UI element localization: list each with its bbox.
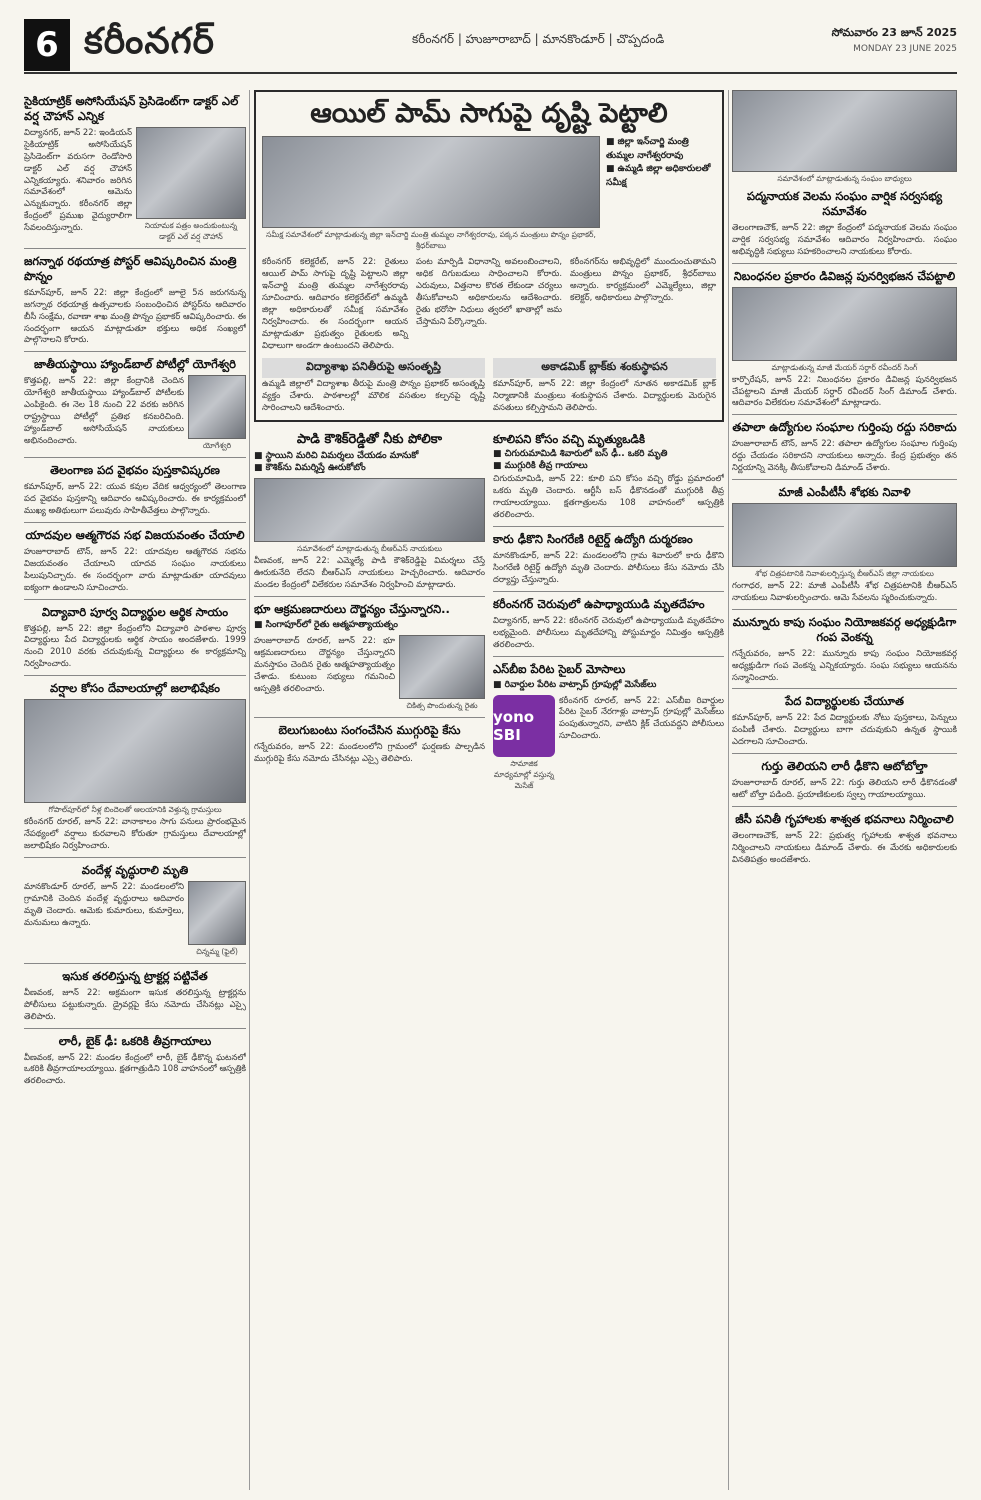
- headline: జగన్నాథ రథయాత్ర పోస్టర్ ఆవిష్కరించిన మంత్రి పొన్నం: [24, 253, 237, 283]
- date-english: MONDAY 23 JUNE 2025: [853, 44, 957, 54]
- article-body: కరీంనగర్ కలెక్టరేట్, జూన్ 22: రైతులు ఆయిల్ పామ్ సాగుపై దృష్టి పెట్టాలని జిల్లా ఇన్‌చార్జి మంత్రి తుమ్మల నాగేశ్వరరావు సూచించారు. ఆదివారం కలెక్టరేట్‌లో ఉమ్మడి జిల్లా అధికారులతో సమీక్ష సమావేశం నిర్వహించారు. ఈ సందర్భంగా ఆయన మాట్లాడుతూ ప్రభుత్వం రైతులకు అన్ని విధాలుగా అండగా ఉంటుందని తెలిపారు.: [262, 256, 408, 350]
- photo-caption: సామాజిక మాధ్యమాల్లో వస్తున్న మెసేజ్: [493, 758, 555, 790]
- photo: [732, 287, 957, 361]
- column-divider: [249, 90, 250, 1490]
- lead-bullet: ■ జిల్లా ఇన్‌చార్జి మంత్రి తుమ్మల నాగేశ్వరరావు: [606, 137, 689, 161]
- article-body: గన్నేరువరం, జూన్ 22: మండలంలోని గ్రామంలో ఘర్షణకు పాల్పడిన ముగ్గురిపై కేసు నమోదు చేసినట్లు ఎస్సై తెలిపారు.: [254, 741, 485, 763]
- article-body: విద్యానగర్, జూన్ 22: ఇండియన్ సైకియాట్రిక్ అసోసియేషన్ ప్రెసిడెంట్‌గా వరుసగా రెండోసారి డాక్టర్ ఎల్ వర్ష చౌహాన్ ఎన్నికయ్యారు. శనివారం జరిగిన సమావేశంలో ఆమెను ఎన్నుకున్నారు. కరీంనగర్ జిల్లా కేంద్రంలో ప్రముఖ వైద్యురాలిగా సేవలందిస్తున్నారు.: [24, 126, 132, 233]
- kicker: ■ స్థాయిని మరిచి విమర్శలు చేయడం మానుకో: [254, 451, 419, 462]
- kicker: ■ సింగాపూర్‌లో రైతు ఆత్మహత్యాయత్నం: [254, 620, 398, 631]
- brand-title: కరీంనగర్: [84, 19, 216, 62]
- headline: ఎస్‌బీఐ పేరిట సైబర్ మోసాలు: [493, 661, 626, 676]
- article-body: కమాన్‌పూర్, జూన్ 22: జిల్లా కేంద్రంలో నూతన అకాడమిక్ బ్లాక్ నిర్మాణానికి మంత్రులు శంకుస్థాపన చేశారు. విద్యార్థులకు మెరుగైన వసతులు కల్పిస్తామని తెలిపారు.: [493, 377, 716, 412]
- headline: కారు ఢీకొని సింగరేణి రిటైర్డ్ ఉద్యోగి దుర్మరణం: [493, 532, 693, 547]
- photo: [188, 881, 246, 945]
- right-column: [732, 90, 957, 1490]
- photo: [24, 699, 246, 803]
- article-body: గంగాధర, జూన్ 22: మాజీ ఎంపీటీసీ శోభ చిత్రపటానికి బీఆర్ఎస్ నాయకులు నివాళులర్పించారు. ఆమె సేవలను స్మరించుకున్నారు.: [732, 579, 957, 602]
- headline: జీసీ పనితీ గృహాలకు శాశ్వత భవనాలు నిర్మించాలి: [735, 811, 954, 826]
- kicker: ■ కౌశిక్‌ను విమర్శిస్తే ఊరుకోబోం: [254, 463, 366, 474]
- masthead: [24, 18, 957, 74]
- photo: [254, 478, 485, 542]
- photo: [136, 127, 246, 219]
- edition-list: కరీంనగర్ | హుజూరాబాద్ | మానకొండూర్ | చొప్పదండి: [412, 32, 665, 46]
- headline: కూలిపని కోసం వచ్చి మృత్యుఒడికి: [493, 431, 646, 446]
- photo: [399, 635, 485, 699]
- article-body: కొత్తపల్లి, జూన్ 22: జిల్లా కేంద్రంలోని విద్యావారి పాఠశాల పూర్వ విద్యార్థులు పేద విద్యార్థులకు ఆర్థిక సాయం అందజేశారు. 1999 నుంచి 2010 వరకు చదువుకున్న విద్యార్థులు ఈ కార్యక్రమాన్ని నిర్వహించారు.: [24, 622, 246, 669]
- headline: బెలుగుబంటు సంగంచేసిన ముగ్గురిపై కేసు: [278, 723, 461, 738]
- article-body: కమాన్‌పూర్, జూన్ 22: పేద విద్యార్థులకు నోటు పుస్తకాలు, పెన్నులు పంపిణీ చేశారు. విద్యార్థులు బాగా చదువుకుని ఉన్నత స్థాయికి ఎదగాలని సూచించారు.: [732, 712, 957, 747]
- article-body: కార్పొరేషన్, జూన్ 22: నిబంధనల ప్రకారం డివిజన్ల పునర్విభజన చేపట్టాలని మాజీ మేయర్ సర్దార్ రవీందర్ సింగ్ డిమాండ్ చేశారు. ఆదివారం విలేకరుల సమావేశంలో మాట్లాడారు.: [732, 373, 957, 408]
- photo: [188, 375, 246, 439]
- article-body: హుజూరాబాద్ టౌన్, జూన్ 22: యాదవుల ఆత్మగౌరవ సభను విజయవంతం చేయాలని యాదవ సంఘం నాయకులు పిలుపునిచ్చారు. ఈ సందర్భంగా వారు మాట్లాడుతూ యాదవులు ఐక్యంగా ఉండాలని సూచించారు.: [24, 545, 246, 592]
- headline: విద్యావారి పూర్వ విద్యార్థుల ఆర్థిక సాయం: [41, 604, 229, 619]
- lead-story: [254, 90, 724, 422]
- photo-caption: చికిత్స పొందుతున్న రైతు: [406, 701, 478, 711]
- headline: ఇసుక తరలిస్తున్న ట్రాక్టర్ల పట్టివేత: [62, 968, 208, 983]
- article-body: హుజూరాబాద్ రూరల్, జూన్ 22: భూ ఆక్రమణదారులు దౌర్జన్యం చేస్తున్నారని మనస్తాపం చెందిన రైతు ఆత్మహత్యాయత్నం చేశాడు. కుటుంబ సభ్యులు గమనించి ఆస్పత్రికి తరలించారు.: [254, 635, 395, 693]
- article-body: తెలంగాణచౌక్, జూన్ 22: ప్రభుత్వ గృహాలకు శాశ్వత భవనాలు నిర్మించాలని నాయకులు డిమాండ్ చేశారు. ఈ మేరకు అధికారులకు వినతిపత్రం అందజేశారు.: [732, 829, 957, 864]
- headline: మాజీ ఎంపీటీసీ శోభకు నివాళి: [778, 485, 911, 500]
- headline: తపాలా ఉద్యోగుల సంఘాల గుర్తింపు రద్దు సరికాదు: [732, 420, 957, 435]
- photo-caption: యోగేశ్వరి: [202, 441, 232, 451]
- article-body: గన్నేరువరం, జూన్ 22: మున్నూరు కాపు సంఘం నియోజకవర్గ అధ్యక్షుడిగా గంప వెంకన్న ఎన్నికయ్యారు. సంఘ సభ్యులు ఆయనను సన్మానించారు.: [732, 647, 957, 682]
- headline: మున్నూరు కాపు సంఘం నియోజకవర్గ అధ్యక్షుడిగా గంప వెంకన్న: [732, 614, 957, 644]
- headline: పేద విద్యార్థులకు చేయూత: [785, 694, 904, 709]
- article-body: చిగురుమామిడి, జూన్ 22: కూలి పని కోసం వచ్చి రోడ్డు ప్రమాదంలో ఒకరు మృతి చెందారు. ఆర్టీసీ బస్ ఢీకొనడంతో ముగ్గురికి తీవ్ర గాయాలయ్యాయి. క్షతగాత్రులను 108 వాహనంలో ఆస్పత్రికి తరలించారు.: [493, 473, 724, 520]
- article-body: హుజూరాబాద్ రూరల్, జూన్ 22: గుర్తు తెలియని లారీ ఢీకొనడంతో ఆటో బోల్తా పడింది. ప్రయాణికులకు స్వల్ప గాయాలయ్యాయి.: [732, 777, 957, 800]
- column-divider: [728, 90, 729, 1490]
- article-body: మానకొండూర్ రూరల్, జూన్ 22: మండలంలోని గ్రామానికి చెందిన వందేళ్ల వృద్ధురాలు ఆదివారం మృతి చెందారు. ఆమెకు కుమారులు, కుమార్తెలు, మనుమలు ఉన్నారు.: [24, 880, 184, 927]
- article-body: మానకొండూర్, జూన్ 22: మండలంలోని గ్రామ శివారులో కారు ఢీకొని సింగరేణి రిటైర్డ్ ఉద్యోగి మృతి చెందారు. పోలీసులు కేసు నమోదు చేసి దర్యాప్తు చేస్తున్నారు.: [493, 550, 724, 584]
- photo-caption: మాట్లాడుతున్న మాజీ మేయర్ సర్దార్ రవీందర్ సింగ్: [771, 362, 918, 372]
- headline: నిబంధనల ప్రకారం డివిజన్ల పునర్విభజన చేపట్టాలి: [733, 268, 956, 283]
- article-body: కరీంనగర్ రూరల్, జూన్ 22: ఎస్‌బీఐ రివార్డుల పేరిట సైబర్ నేరగాళ్లు వాట్సాప్ గ్రూపుల్లో మెసేజ్‌లు పంపుతున్నారని, వాటిని క్లిక్ చేయవద్దని పోలీసులు సూచించారు.: [559, 694, 724, 741]
- headline: యాదవుల ఆత్మగౌరవ సభ విజయవంతం చేయాలి: [25, 528, 245, 542]
- left-column: [24, 90, 246, 1490]
- lead-photo: [262, 136, 600, 228]
- headline: పద్మనాయక వెలమ సంఘం వార్షిక సర్వసభ్య సమావేశం: [746, 189, 943, 218]
- photo-caption: సమావేశంలో మాట్లాడుతున్న బీఆర్ఎస్ నాయకులు: [296, 544, 443, 554]
- headline: భూ ఆక్రమణదారులు దౌర్జన్యం చేస్తున్నారని..: [254, 602, 450, 617]
- headline: లారీ, బైక్ ఢీ: ఒకరికి తీవ్రగాయాలు: [58, 1033, 212, 1048]
- photo-caption: సమీక్ష సమావేశంలో మాట్లాడుతున్న జిల్లా ఇన్‌చార్జి మంత్రి తుమ్మల నాగేశ్వరరావు, పక్కన మంత్రులు పొన్నం ప్రభాకర్, శ్రీధర్‌బాబు: [266, 230, 596, 251]
- photo-caption: చిన్నమ్మ (ఫైల్): [196, 946, 238, 956]
- page-number: 6: [24, 19, 70, 71]
- article-body: కొత్తపల్లి, జూన్ 22: జిల్లా కేంద్రానికి చెందిన యోగేశ్వరి జాతీయస్థాయి హ్యాండ్‌బాల్ పోటీలకు ఎంపికైంది. ఈ నెల 18 నుంచి 22 వరకు జరిగిన రాష్ట్రస్థాయి పోటీల్లో ప్రతిభ కనబరిచింది. హ్యాండ్‌బాల్ అసోసియేషన్ నాయకులు అభినందించారు.: [24, 375, 184, 445]
- article-body: కరీంనగర్‌ను అభివృద్ధిలో ముందుంచుతామని మంత్రులు పొన్నం ప్రభాకర్, శ్రీధర్‌బాబు అన్నారు. కార్యక్రమంలో ఎమ్మెల్యేలు, జిల్లా కలెక్టర్, అధికారులు పాల్గొన్నారు.: [570, 256, 716, 303]
- article-body: వీణవంక, జూన్ 22: మండల కేంద్రంలో లారీ, బైక్ ఢీకొన్న ఘటనలో ఒకరికి తీవ్రగాయాలయ్యాయి. క్షతగాత్రుడిని 108 వాహనంలో ఆస్పత్రికి తరలించారు.: [24, 1051, 246, 1086]
- kicker: ■ ముగ్గురికి తీవ్ర గాయాలు: [493, 461, 588, 472]
- article-body: కమాన్‌పూర్, జూన్ 22: జిల్లా కేంద్రంలో జూలై 5న జరుగనున్న జగన్నాథ రథయాత్ర ఉత్సవాలకు సంబంధించిన పోస్టర్‌ను ఆదివారం బీసీ సంక్షేమ, రవాణా శాఖ మంత్రి పొన్నం ప్రభాకర్ ఆవిష్కరించారు. ఈ సందర్భంగా ఆయన మాట్లాడుతూ భక్తులు అధిక సంఖ్యలో పాల్గొనాలని కోరారు.: [24, 286, 246, 345]
- headline: వందేళ్ల వృద్ధురాలి మృతి: [81, 862, 189, 877]
- article-body: వీణవంక, జూన్ 22: ఎమ్మెల్యే పాడి కౌశిక్‌రెడ్డిపై విమర్శలు చేస్తే ఊరుకునేది లేదని బీఆర్ఎస్ నాయకులు హెచ్చరించారు. ఆదివారం మండల కేంద్రంలో విలేకరుల సమావేశం నిర్వహించి మాట్లాడారు.: [254, 555, 485, 590]
- date-telugu: సోమవారం 23 జూన్ 2025: [831, 26, 957, 39]
- article-body: తెలంగాణచౌక్, జూన్ 22: జిల్లా కేంద్రంలో పద్మనాయక వెలమ సంఘం వార్షిక సర్వసభ్య సమావేశం ఆదివారం నిర్వహించారు. సంఘం అభివృద్ధికి సభ్యులు సహకరించాలని నాయకులు కోరారు.: [732, 221, 957, 256]
- article-grid: [24, 90, 957, 1490]
- photo-caption: సమావేశంలో మాట్లాడుతున్న సంఘం బాధ్యులు: [777, 174, 912, 183]
- photo-caption: గోపాల్‌పూర్‌లో నీళ్ల బిందెలతో ఆలయానికి వెళ్తున్న గ్రామస్తులు: [48, 805, 222, 815]
- box-headline: అకాడమిక్ బ్లాక్‌కు శంకుస్థాపన: [493, 358, 716, 378]
- center-column: [254, 90, 724, 1490]
- box-headline: విద్యాశాఖ పనితీరుపై అసంతృప్తి: [262, 358, 485, 378]
- article-body: పంట మార్పిడి విధానాన్ని అవలంబించాలని, అధిక దిగుబడులు సాధించాలని కోరారు. ఎరువులు, విత్తనాల కొరత లేకుండా చర్యలు తీసుకోవాలని అధికారులను ఆదేశించారు. రైతు భరోసా నిధులు త్వరలో ఖాతాల్లో జమ చేస్తామని పేర్కొన్నారు.: [416, 256, 562, 326]
- kicker: ■ రివార్డుల పేరిట వాట్సాప్ గ్రూపుల్లో మెసేజ్‌లు: [493, 679, 657, 690]
- lead-headline: ఆయిల్ పామ్ సాగుపై దృష్టి పెట్టాలి: [310, 98, 668, 129]
- article-body: కమాన్‌పూర్, జూన్ 22: యువ కవుల వేదిక ఆధ్వర్యంలో తెలంగాణ పద వైభవం పుస్తకాన్ని ఆదివారం ఆవిష్కరించారు. ఈ కార్యక్రమంలో ముఖ్య అతిథులుగా పలువురు సాహితీవేత్తలు పాల్గొన్నారు.: [24, 481, 246, 516]
- headline: గుర్తు తెలియని లారీ ఢీకొని ఆటోబోల్తా: [761, 759, 928, 774]
- photo: [732, 90, 957, 172]
- headline: కరీంనగర్‌ చెరువులో ఉపాధ్యాయుడి మృతదేహం: [493, 596, 705, 611]
- headline: తెలంగాణ పద వైభవం పుస్తకావిష్కరణ: [50, 463, 220, 478]
- photo-caption: నియామక పత్రం అందుకుంటున్న డాక్టర్ ఎల్ వర్ష చౌహాన్: [144, 220, 238, 241]
- article-body: వీణవంక, జూన్ 22: అక్రమంగా ఇసుక తరలిస్తున్న ట్రాక్టర్లను పోలీసులు పట్టుకున్నారు. డ్రైవర్లపై కేసు నమోదు చేసినట్లు ఎస్సై తెలిపారు.: [24, 986, 246, 1021]
- sbi-logo: yono SBI: [493, 695, 555, 757]
- headline: పాడి కౌశిక్‌రెడ్డితో నీకు పోలికా: [296, 431, 443, 447]
- article-body: హుజూరాబాద్ టౌన్, జూన్ 22: తపాలా ఉద్యోగుల సంఘాల గుర్తింపు రద్దు చేయడం సరికాదని నాయకులు అన్నారు. కేంద్ర ప్రభుత్వం తన నిర్ణయాన్ని వెనక్కి తీసుకోవాలని డిమాండ్ చేశారు.: [732, 438, 957, 473]
- headline: జాతీయస్థాయి హ్యాండ్‌బాల్ పోటీల్లో యోగేశ్వరి: [34, 357, 236, 372]
- lead-bullet: ■ ఉమ్మడి జిల్లా అధికారులతో సమీక్ష: [606, 164, 711, 188]
- article-body: కరీంనగర్ రూరల్, జూన్ 22: వానాకాలం సాగు పనులు ప్రారంభమైన నేపథ్యంలో వర్షాలు కురవాలని కోరుతూ గ్రామస్తులు దేవాలయాల్లో జలాభిషేకం నిర్వహించారు.: [24, 816, 246, 851]
- headline: సైకియాట్రిక్ అసోసియేషన్ ప్రెసిడెంట్‌గా డాక్టర్ ఎల్ వర్ష చౌహాన్ ఎన్నిక: [24, 94, 239, 123]
- article-body: విద్యానగర్, జూన్ 22: కరీంనగర్ చెరువులో ఉపాధ్యాయుడి మృతదేహం లభ్యమైంది. పోలీసులు మృతదేహాన్ని పోస్టుమార్టం నిమిత్తం ఆస్పత్రికి తరలించారు.: [493, 614, 724, 649]
- photo-caption: శోభ చిత్రపటానికి నివాళులర్పిస్తున్న బీఆర్ఎస్ జిల్లా నాయకులు: [755, 568, 934, 578]
- article-body: ఉమ్మడి జిల్లాలో విద్యాశాఖ తీరుపై మంత్రి పొన్నం ప్రభాకర్ అసంతృప్తి వ్యక్తం చేశారు. పాఠశాలల్లో మౌలిక వసతుల కల్పనపై దృష్టి సారించాలని ఆదేశించారు.: [262, 377, 485, 412]
- headline: వర్షాల కోసం దేవాలయాల్లో జలాభిషేకం: [50, 681, 220, 696]
- kicker: ■ చిగురుమామిడి శివారులో బస్ ఢీ.. ఒకరి మృతి: [493, 449, 668, 460]
- photo: [732, 503, 957, 567]
